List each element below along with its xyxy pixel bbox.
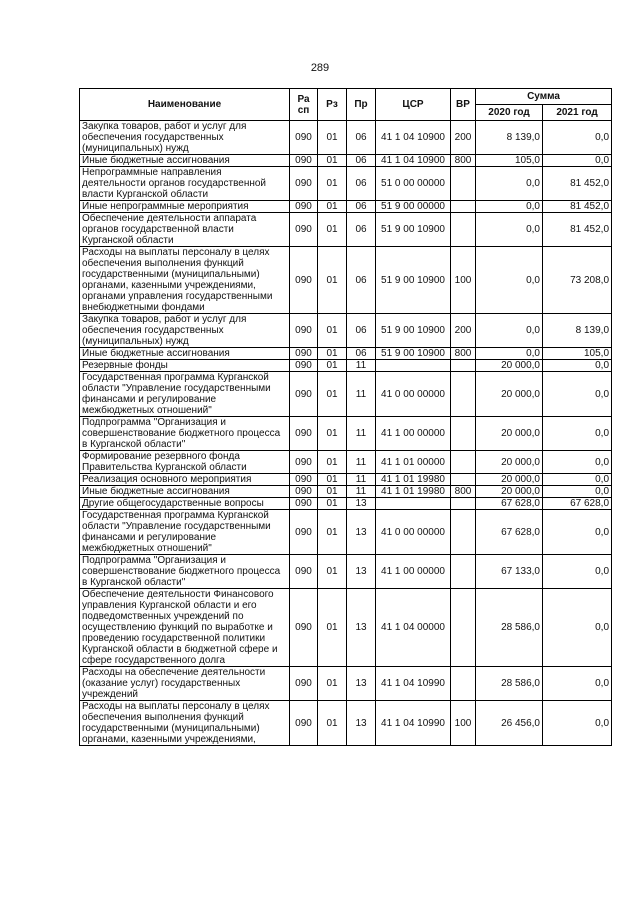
cell-y2021: 81 452,0: [543, 213, 612, 247]
cell-csr: 41 1 00 00000: [376, 555, 451, 589]
cell-csr: 41 1 04 10900: [376, 155, 451, 167]
cell-y2021: 0,0: [543, 474, 612, 486]
cell-vr: 800: [451, 486, 476, 498]
cell-y2020: 0,0: [476, 348, 543, 360]
cell-vr: [451, 451, 476, 474]
cell-vr: [451, 201, 476, 213]
table-row: [80, 555, 612, 589]
cell-csr: [376, 360, 451, 372]
cell-pr: 06: [347, 155, 376, 167]
cell-name: Закупка товаров, работ и услуг для обеспечения государственных (муниципальных) нужд: [80, 314, 290, 348]
cell-pr: 06: [347, 167, 376, 201]
cell-csr: 41 1 04 10990: [376, 701, 451, 746]
cell-rasp: 090: [290, 213, 318, 247]
cell-rasp: 090: [290, 247, 318, 314]
table-row: [80, 247, 612, 314]
table-row: [80, 417, 612, 451]
table-row: [80, 510, 612, 555]
cell-rz: 01: [318, 701, 347, 746]
cell-rz: 01: [318, 314, 347, 348]
cell-name: Иные бюджетные ассигнования: [80, 155, 290, 167]
table-row: [80, 486, 612, 498]
table-body: [80, 121, 612, 746]
cell-y2020: 20 000,0: [476, 486, 543, 498]
table-row: [80, 121, 612, 155]
cell-rz: 01: [318, 167, 347, 201]
cell-rasp: 090: [290, 474, 318, 486]
cell-vr: [451, 555, 476, 589]
cell-csr: [376, 498, 451, 510]
cell-pr: 13: [347, 498, 376, 510]
cell-rz: 01: [318, 451, 347, 474]
cell-rasp: 090: [290, 155, 318, 167]
cell-csr: 51 9 00 10900: [376, 314, 451, 348]
cell-rasp: 090: [290, 589, 318, 667]
cell-y2020: 28 586,0: [476, 667, 543, 701]
cell-y2020: 20 000,0: [476, 360, 543, 372]
cell-vr: 800: [451, 348, 476, 360]
cell-csr: 51 0 00 00000: [376, 167, 451, 201]
page-number: 289: [310, 62, 330, 74]
cell-vr: [451, 589, 476, 667]
cell-rasp: 090: [290, 417, 318, 451]
cell-y2021: 73 208,0: [543, 247, 612, 314]
table-row: [80, 498, 612, 510]
cell-y2020: 20 000,0: [476, 474, 543, 486]
cell-y2021: 105,0: [543, 348, 612, 360]
cell-rz: 01: [318, 555, 347, 589]
cell-rz: 01: [318, 201, 347, 213]
cell-y2021: 0,0: [543, 701, 612, 746]
cell-y2020: 67 628,0: [476, 510, 543, 555]
cell-rasp: 090: [290, 121, 318, 155]
cell-y2020: 105,0: [476, 155, 543, 167]
cell-vr: [451, 167, 476, 201]
cell-y2021: 0,0: [543, 667, 612, 701]
cell-pr: 11: [347, 474, 376, 486]
cell-name: Расходы на выплаты персоналу в целях обеспечения выполнения функций государственными (муниципальными) органами, казенными учреждениями, органами управления государственными внебюджетными фондами: [80, 247, 290, 314]
cell-rasp: 090: [290, 451, 318, 474]
cell-pr: 13: [347, 701, 376, 746]
cell-y2021: 0,0: [543, 121, 612, 155]
cell-pr: 06: [347, 247, 376, 314]
cell-pr: 13: [347, 555, 376, 589]
cell-rz: 01: [318, 474, 347, 486]
cell-rz: 01: [318, 589, 347, 667]
table-row: [80, 701, 612, 746]
cell-name: Подпрограмма "Организация и совершенствование бюджетного процесса в Курганской области": [80, 417, 290, 451]
cell-name: Реализация основного мероприятия: [80, 474, 290, 486]
cell-y2020: 0,0: [476, 247, 543, 314]
cell-name: Закупка товаров, работ и услуг для обеспечения государственных (муниципальных) нужд: [80, 121, 290, 155]
cell-y2021: 0,0: [543, 155, 612, 167]
cell-pr: 06: [347, 201, 376, 213]
cell-rz: 01: [318, 247, 347, 314]
cell-name: Иные бюджетные ассигнования: [80, 348, 290, 360]
cell-rasp: 090: [290, 314, 318, 348]
cell-rz: 01: [318, 372, 347, 417]
cell-vr: 100: [451, 701, 476, 746]
cell-pr: 11: [347, 417, 376, 451]
cell-y2020: 20 000,0: [476, 372, 543, 417]
cell-pr: 11: [347, 486, 376, 498]
cell-csr: 51 9 00 10900: [376, 348, 451, 360]
cell-name: Обеспечение деятельности аппарата органов государственной власти Курганской области: [80, 213, 290, 247]
cell-name: Подпрограмма "Организация и совершенствование бюджетного процесса в Курганской области": [80, 555, 290, 589]
cell-rz: 01: [318, 121, 347, 155]
cell-pr: 13: [347, 667, 376, 701]
header-2021: 2021 год: [543, 105, 612, 121]
cell-vr: 200: [451, 121, 476, 155]
cell-y2021: 0,0: [543, 510, 612, 555]
cell-pr: 06: [347, 348, 376, 360]
cell-rasp: 090: [290, 498, 318, 510]
cell-y2020: 0,0: [476, 314, 543, 348]
table-row: [80, 589, 612, 667]
cell-pr: 13: [347, 589, 376, 667]
cell-pr: 11: [347, 360, 376, 372]
cell-rz: 01: [318, 498, 347, 510]
cell-rz: 01: [318, 417, 347, 451]
table-row: [80, 451, 612, 474]
cell-csr: 41 1 04 10900: [376, 121, 451, 155]
table-row: [80, 155, 612, 167]
cell-csr: 41 1 01 00000: [376, 451, 451, 474]
cell-y2021: 0,0: [543, 417, 612, 451]
header-vr: ВР: [451, 89, 476, 121]
table-row: [80, 201, 612, 213]
cell-y2020: 0,0: [476, 167, 543, 201]
cell-y2020: 28 586,0: [476, 589, 543, 667]
cell-vr: [451, 213, 476, 247]
table-row: [80, 474, 612, 486]
cell-rz: 01: [318, 360, 347, 372]
cell-vr: [451, 510, 476, 555]
header-csr: ЦСР: [376, 89, 451, 121]
cell-rasp: 090: [290, 372, 318, 417]
cell-y2020: 20 000,0: [476, 417, 543, 451]
cell-rz: 01: [318, 667, 347, 701]
cell-rasp: 090: [290, 201, 318, 213]
cell-y2021: 8 139,0: [543, 314, 612, 348]
cell-name: Расходы на выплаты персоналу в целях обеспечения выполнения функций государственными (муниципальными) органами, казенными учреждениями,: [80, 701, 290, 746]
cell-rz: 01: [318, 155, 347, 167]
cell-y2021: 0,0: [543, 555, 612, 589]
cell-rasp: 090: [290, 486, 318, 498]
cell-y2021: 0,0: [543, 486, 612, 498]
cell-name: Государственная программа Курганской области "Управление государственными финансами и регулирование межбюджетных отношений": [80, 372, 290, 417]
cell-vr: [451, 498, 476, 510]
cell-y2020: 26 456,0: [476, 701, 543, 746]
cell-name: Резервные фонды: [80, 360, 290, 372]
cell-y2020: 67 628,0: [476, 498, 543, 510]
cell-name: Иные непрограммные мероприятия: [80, 201, 290, 213]
table-row: [80, 348, 612, 360]
cell-csr: 41 1 01 19980: [376, 486, 451, 498]
cell-rz: 01: [318, 348, 347, 360]
cell-csr: 41 1 04 00000: [376, 589, 451, 667]
cell-rasp: 090: [290, 167, 318, 201]
cell-y2021: 0,0: [543, 451, 612, 474]
header-rasp: Ра сп: [290, 89, 318, 121]
cell-vr: 100: [451, 247, 476, 314]
table-row: [80, 167, 612, 201]
cell-rasp: 090: [290, 360, 318, 372]
cell-pr: 13: [347, 510, 376, 555]
cell-vr: 800: [451, 155, 476, 167]
header-pr: Пр: [347, 89, 376, 121]
cell-rasp: 090: [290, 348, 318, 360]
cell-name: Обеспечение деятельности Финансового управления Курганской области и его подведомственных учреждений по осуществлению функций по выработке и проведению государственной политики Курганской области в бюджетной сфере и сфере государственного долга: [80, 589, 290, 667]
cell-name: Государственная программа Курганской области "Управление государственными финансами и регулирование межбюджетных отношений": [80, 510, 290, 555]
cell-csr: 41 0 00 00000: [376, 372, 451, 417]
cell-csr: 51 9 00 10900: [376, 213, 451, 247]
cell-y2020: 0,0: [476, 213, 543, 247]
cell-y2020: 0,0: [476, 201, 543, 213]
cell-name: Расходы на обеспечение деятельности (оказание услуг) государственных учреждений: [80, 667, 290, 701]
header-summa: Сумма: [476, 89, 612, 105]
cell-y2020: 67 133,0: [476, 555, 543, 589]
cell-csr: 41 1 00 00000: [376, 417, 451, 451]
cell-csr: 51 9 00 10900: [376, 247, 451, 314]
table-row: [80, 667, 612, 701]
cell-pr: 06: [347, 314, 376, 348]
cell-y2020: 20 000,0: [476, 451, 543, 474]
cell-rasp: 090: [290, 667, 318, 701]
header-rz: Рз: [318, 89, 347, 121]
cell-vr: [451, 360, 476, 372]
cell-y2020: 8 139,0: [476, 121, 543, 155]
cell-y2021: 0,0: [543, 372, 612, 417]
cell-name: Другие общегосударственные вопросы: [80, 498, 290, 510]
cell-y2021: 0,0: [543, 360, 612, 372]
cell-pr: 11: [347, 372, 376, 417]
cell-rz: 01: [318, 486, 347, 498]
table-row: [80, 372, 612, 417]
cell-rz: 01: [318, 510, 347, 555]
cell-csr: 51 9 00 00000: [376, 201, 451, 213]
cell-y2021: 81 452,0: [543, 167, 612, 201]
cell-rasp: 090: [290, 701, 318, 746]
cell-csr: 41 1 04 10990: [376, 667, 451, 701]
cell-vr: [451, 372, 476, 417]
cell-vr: [451, 667, 476, 701]
cell-vr: 200: [451, 314, 476, 348]
cell-name: Формирование резервного фонда Правительства Курганской области: [80, 451, 290, 474]
cell-rz: 01: [318, 213, 347, 247]
cell-y2021: 67 628,0: [543, 498, 612, 510]
cell-rasp: 090: [290, 510, 318, 555]
cell-y2021: 0,0: [543, 589, 612, 667]
table-row: [80, 213, 612, 247]
cell-vr: [451, 474, 476, 486]
table-row: [80, 360, 612, 372]
cell-pr: 11: [347, 451, 376, 474]
budget-table: [79, 88, 612, 746]
cell-pr: 06: [347, 121, 376, 155]
cell-rasp: 090: [290, 555, 318, 589]
cell-name: Иные бюджетные ассигнования: [80, 486, 290, 498]
header-2020: 2020 год: [476, 105, 543, 121]
cell-y2021: 81 452,0: [543, 201, 612, 213]
cell-name: Непрограммные направления деятельности органов государственной власти Курганской области: [80, 167, 290, 201]
cell-vr: [451, 417, 476, 451]
table-row: [80, 314, 612, 348]
cell-csr: 41 1 01 19980: [376, 474, 451, 486]
cell-pr: 06: [347, 213, 376, 247]
header-name: Наименование: [80, 89, 290, 121]
cell-csr: 41 0 00 00000: [376, 510, 451, 555]
